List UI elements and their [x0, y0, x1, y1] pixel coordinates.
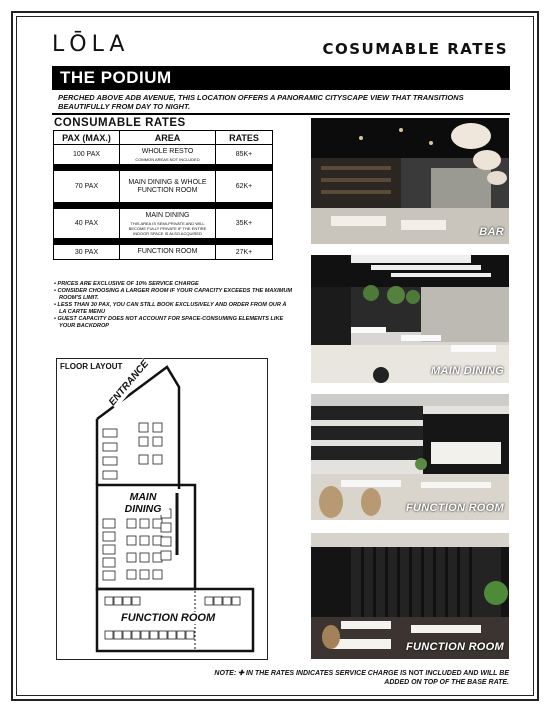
floor-table [186, 631, 194, 639]
floor-table [139, 437, 148, 446]
floor-table [168, 631, 176, 639]
header-pax: PAX (MAX.) [54, 131, 120, 145]
floor-table [105, 631, 113, 639]
floor-table [103, 519, 115, 528]
footnote [200, 669, 509, 687]
floor-table [177, 631, 185, 639]
floor-table [140, 519, 149, 528]
rates-header-row [54, 131, 273, 145]
pax-cell: 100 PAX [54, 145, 120, 165]
floor-layout-title: FLOOR LAYOUT [60, 362, 123, 371]
floor-table [103, 443, 117, 451]
photo-caption: FUNCTION ROOM [405, 641, 504, 653]
main-dining-photo-image [311, 255, 509, 383]
area-note: THIS AREA IS SEMI-PRIVATE AND WILL BECOME FULLY PRIVATE IF THE ENTIRE INDOOR SPACE IS ALSO ACQUIRED [128, 220, 207, 236]
pax-cell: 40 PAX [54, 209, 120, 239]
area-cell [120, 171, 216, 203]
note-item: • LESS THAN 30 PAX, YOU CAN STILL BOOK EXCLUSIVELY AND ORDER FROM OUR À LA CARTE MENU [54, 302, 287, 315]
plus-icon: ✚ [238, 670, 244, 677]
photo-caption: FUNCTION ROOM [405, 502, 504, 514]
floor-table [161, 523, 171, 532]
notes-list [54, 281, 294, 330]
rate-cell: 62K+ [216, 171, 273, 203]
floor-table [132, 597, 140, 605]
rate-cell: 35K+ [216, 209, 273, 239]
floor-table [140, 570, 149, 579]
floor-table [153, 455, 162, 464]
floor-table [103, 545, 115, 554]
footnote-text-a: IN THE RATES INDICATES SERVICE CHARGE IS [244, 670, 409, 677]
floor-table [232, 597, 240, 605]
floor-table [127, 536, 136, 545]
entrance-label: ENTRANCE [107, 358, 152, 409]
header-rates: RATES [216, 131, 273, 145]
photo-bar [311, 118, 509, 244]
note-item: • GUEST CAPACITY DOES NOT ACCOUNT FOR SPACE-CONSUMING ELEMENTS LIKE YOUR BACKDROP [54, 316, 284, 329]
floor-table [223, 597, 231, 605]
rates-table [53, 130, 273, 260]
floor-table [161, 537, 171, 546]
floor-table [214, 597, 222, 605]
area-note: COMMON AREAS NOT INCLUDED [135, 156, 200, 162]
floor-table [132, 631, 140, 639]
area-name: MAIN DINING [145, 211, 190, 219]
floor-table [103, 558, 115, 567]
floor-table [103, 471, 117, 479]
divider [52, 113, 510, 115]
floor-table [127, 519, 136, 528]
rate-cell: 85K+ [216, 145, 273, 165]
main-dining-label: MAIN DINING [117, 491, 169, 515]
table-row [54, 145, 273, 165]
footnote-prefix: NOTE: [214, 670, 239, 677]
floor-table [153, 570, 162, 579]
table-row [54, 209, 273, 239]
floor-table [140, 553, 149, 562]
floor-table [153, 423, 162, 432]
floor-table [127, 553, 136, 562]
photo-caption: MAIN DINING [431, 365, 504, 377]
footnote-emphasis: NOT [408, 670, 424, 677]
header-area: AREA [120, 131, 216, 145]
floor-table [114, 597, 122, 605]
area-name: FUNCTION ROOM [137, 248, 198, 255]
area-name: WHOLE RESTO [141, 147, 194, 155]
floor-table [103, 457, 117, 465]
page-title: COSUMABLE RATES [322, 40, 508, 58]
floor-table [127, 570, 136, 579]
floor-table [139, 423, 148, 432]
area-name: MAIN DINING & WHOLE FUNCTION ROOM [128, 178, 207, 194]
floor-table [205, 597, 213, 605]
photo-main-dining [311, 255, 509, 383]
pax-cell: 70 PAX [54, 171, 120, 203]
footnote-text-b: INCLUDED AND WILL BE ADDED ON TOP OF THE BASE RATE. [384, 670, 509, 686]
note-item: • PRICES ARE EXCLUSIVE OF 10% SERVICE CHARGE [54, 281, 199, 287]
floor-table [123, 597, 131, 605]
floor-table [123, 631, 131, 639]
function-room-label: FUNCTION ROOM [121, 612, 216, 624]
rate-cell: 27K+ [216, 245, 273, 260]
floor-table [139, 455, 148, 464]
floor-table [114, 631, 122, 639]
pax-cell: 30 PAX [54, 245, 120, 260]
floor-table [153, 437, 162, 446]
photo-function-room-1 [311, 394, 509, 520]
area-cell [120, 209, 216, 239]
floor-table [161, 551, 171, 560]
floor-table [103, 571, 115, 580]
floor-table [141, 631, 149, 639]
photo-caption: BAR [479, 226, 504, 238]
area-cell [120, 145, 216, 165]
area-cell [120, 245, 216, 260]
venue-name: THE PODIUM [52, 66, 510, 90]
rates-section-title: CONSUMABLE RATES [54, 117, 186, 129]
table-row [54, 171, 273, 203]
floor-layout [56, 358, 268, 660]
floor-table [105, 597, 113, 605]
floor-table [150, 631, 158, 639]
floor-table [103, 429, 117, 437]
table-row [54, 245, 273, 260]
photo-function-room-2 [311, 533, 509, 659]
floor-table [103, 532, 115, 541]
floor-table [159, 631, 167, 639]
brand-logo: LŌLA [52, 32, 130, 57]
note-item: • CONSIDER CHOOSING A LARGER ROOM IF YOUR CAPACITY EXCEEDS THE MAXIMUM ROOM'S LIMIT. [54, 288, 293, 301]
floor-table [140, 536, 149, 545]
venue-description: PERCHED ABOVE ADB AVENUE, THIS LOCATION OFFERS A PANORAMIC CITYSCAPE VIEW THAT TRANSITIONS BEAUTIFULLY FROM DAY TO NIGHT. [58, 93, 464, 111]
